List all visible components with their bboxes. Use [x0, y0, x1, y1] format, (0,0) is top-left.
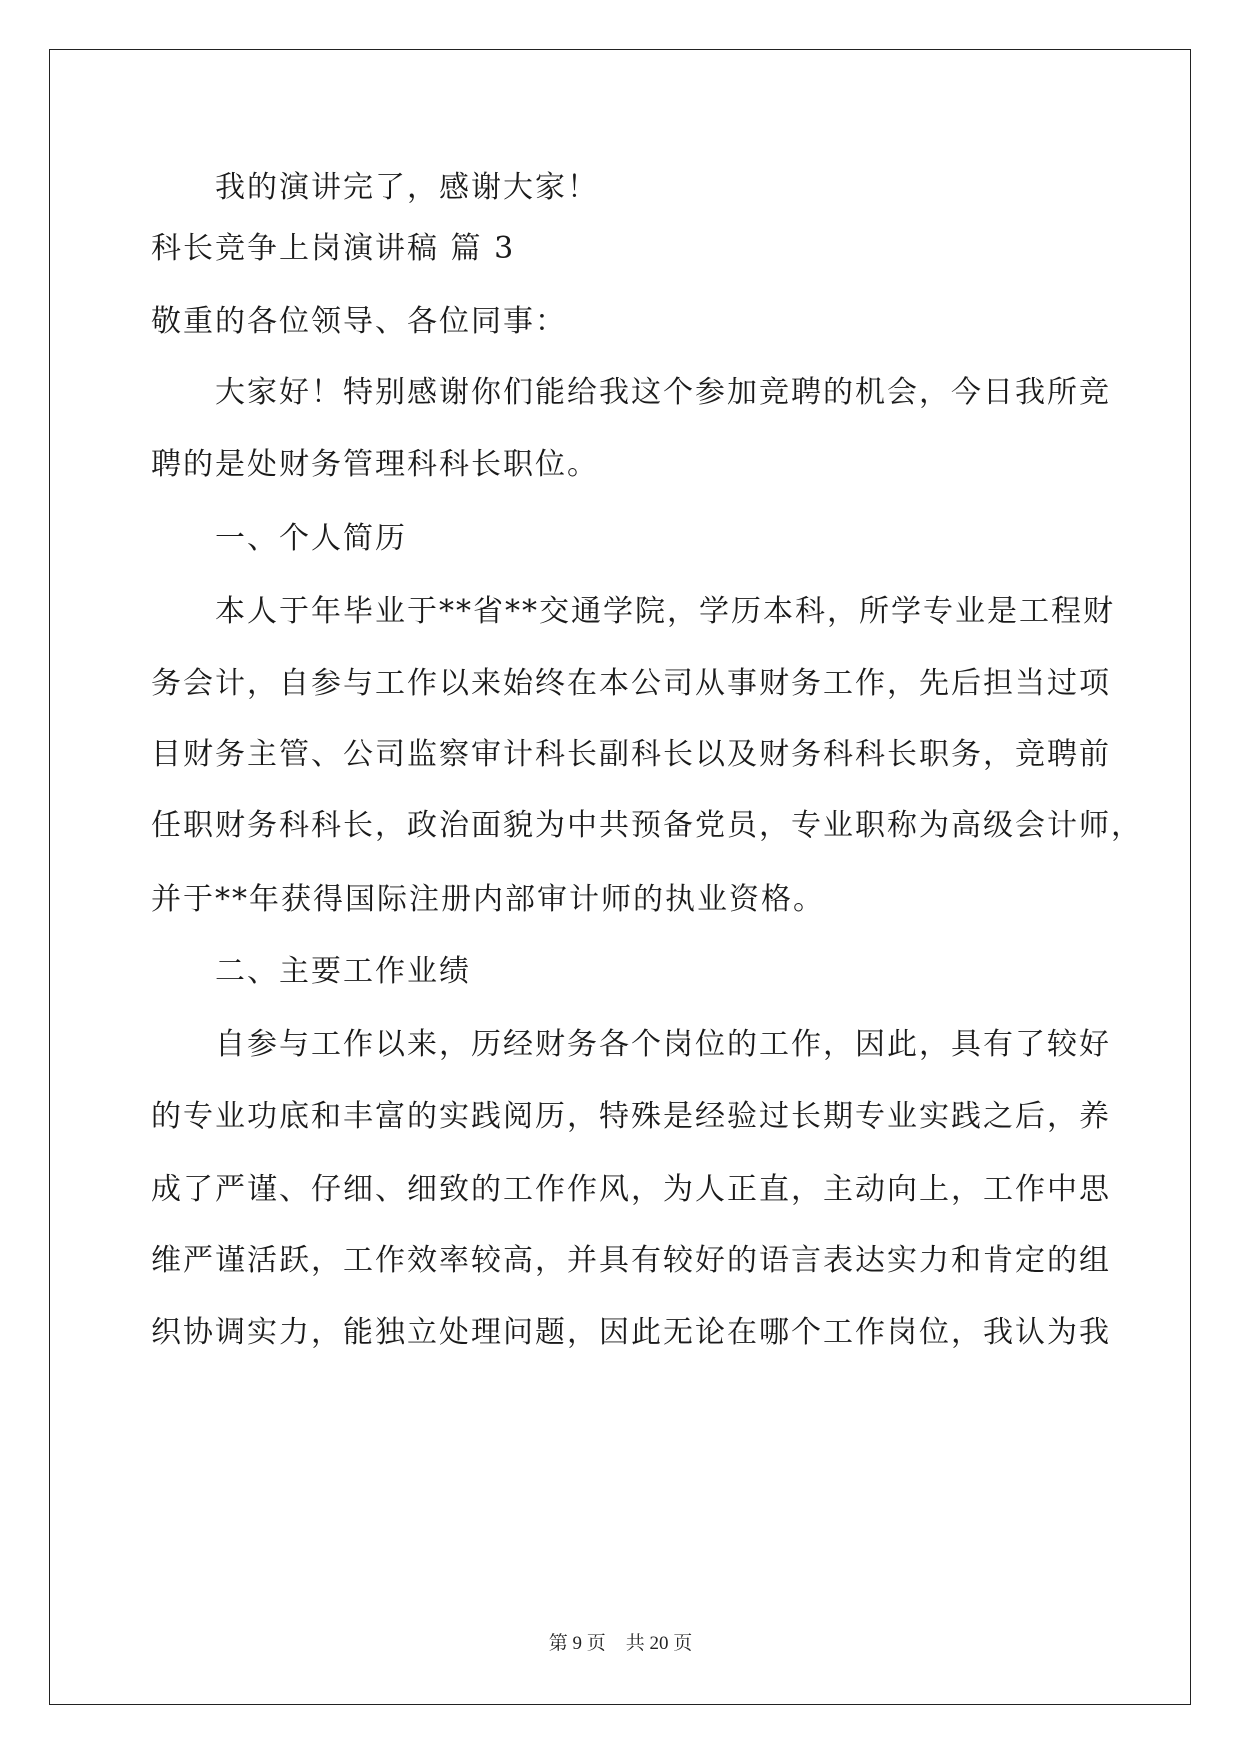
section-title: 科长竞争上岗演讲稿 篇 3 [151, 231, 516, 266]
heading-resume: 一、个人简历 [151, 521, 407, 556]
paragraph-line: 任职财务科科长，政治面貌为中共预备党员，专业职称为高级会计师， [151, 808, 1143, 843]
paragraph-line: 维严谨活跃，工作效率较高，并具有较好的语言表达实力和肯定的组 [151, 1243, 1111, 1278]
closing-line: 我的演讲完了，感谢大家！ [151, 170, 599, 205]
page-border [49, 49, 1191, 1705]
page-footer [0, 1628, 1241, 1655]
paragraph-line: 并于**年获得国际注册内部审计师的执业资格。 [151, 882, 825, 917]
heading-achievements: 二、主要工作业绩 [151, 954, 471, 989]
salutation: 敬重的各位领导、各位同事： [151, 304, 567, 339]
paragraph-line: 聘的是处财务管理科科长职位。 [151, 447, 599, 482]
paragraph-line: 本人于年毕业于**省**交通学院，学历本科，所学专业是工程财 [151, 594, 1115, 629]
paragraph-line: 的专业功底和丰富的实践阅历，特殊是经验过长期专业实践之后，养 [151, 1099, 1111, 1134]
paragraph-line: 大家好！特别感谢你们能给我这个参加竞聘的机会，今日我所竞 [151, 375, 1111, 410]
page-total: 共 20 页 [625, 1633, 693, 1654]
paragraph-line: 务会计，自参与工作以来始终在本公司从事财务工作，先后担当过项 [151, 666, 1111, 701]
page-number: 第 9 页 [548, 1633, 606, 1654]
paragraph-line: 目财务主管、公司监察审计科长副科长以及财务科科长职务，竞聘前 [151, 737, 1111, 772]
paragraph-line: 织协调实力，能独立处理问题，因此无论在哪个工作岗位，我认为我 [151, 1315, 1111, 1350]
paragraph-line: 自参与工作以来，历经财务各个岗位的工作，因此，具有了较好 [151, 1027, 1111, 1062]
paragraph-line: 成了严谨、仔细、细致的工作作风，为人正直，主动向上，工作中思 [151, 1172, 1111, 1207]
